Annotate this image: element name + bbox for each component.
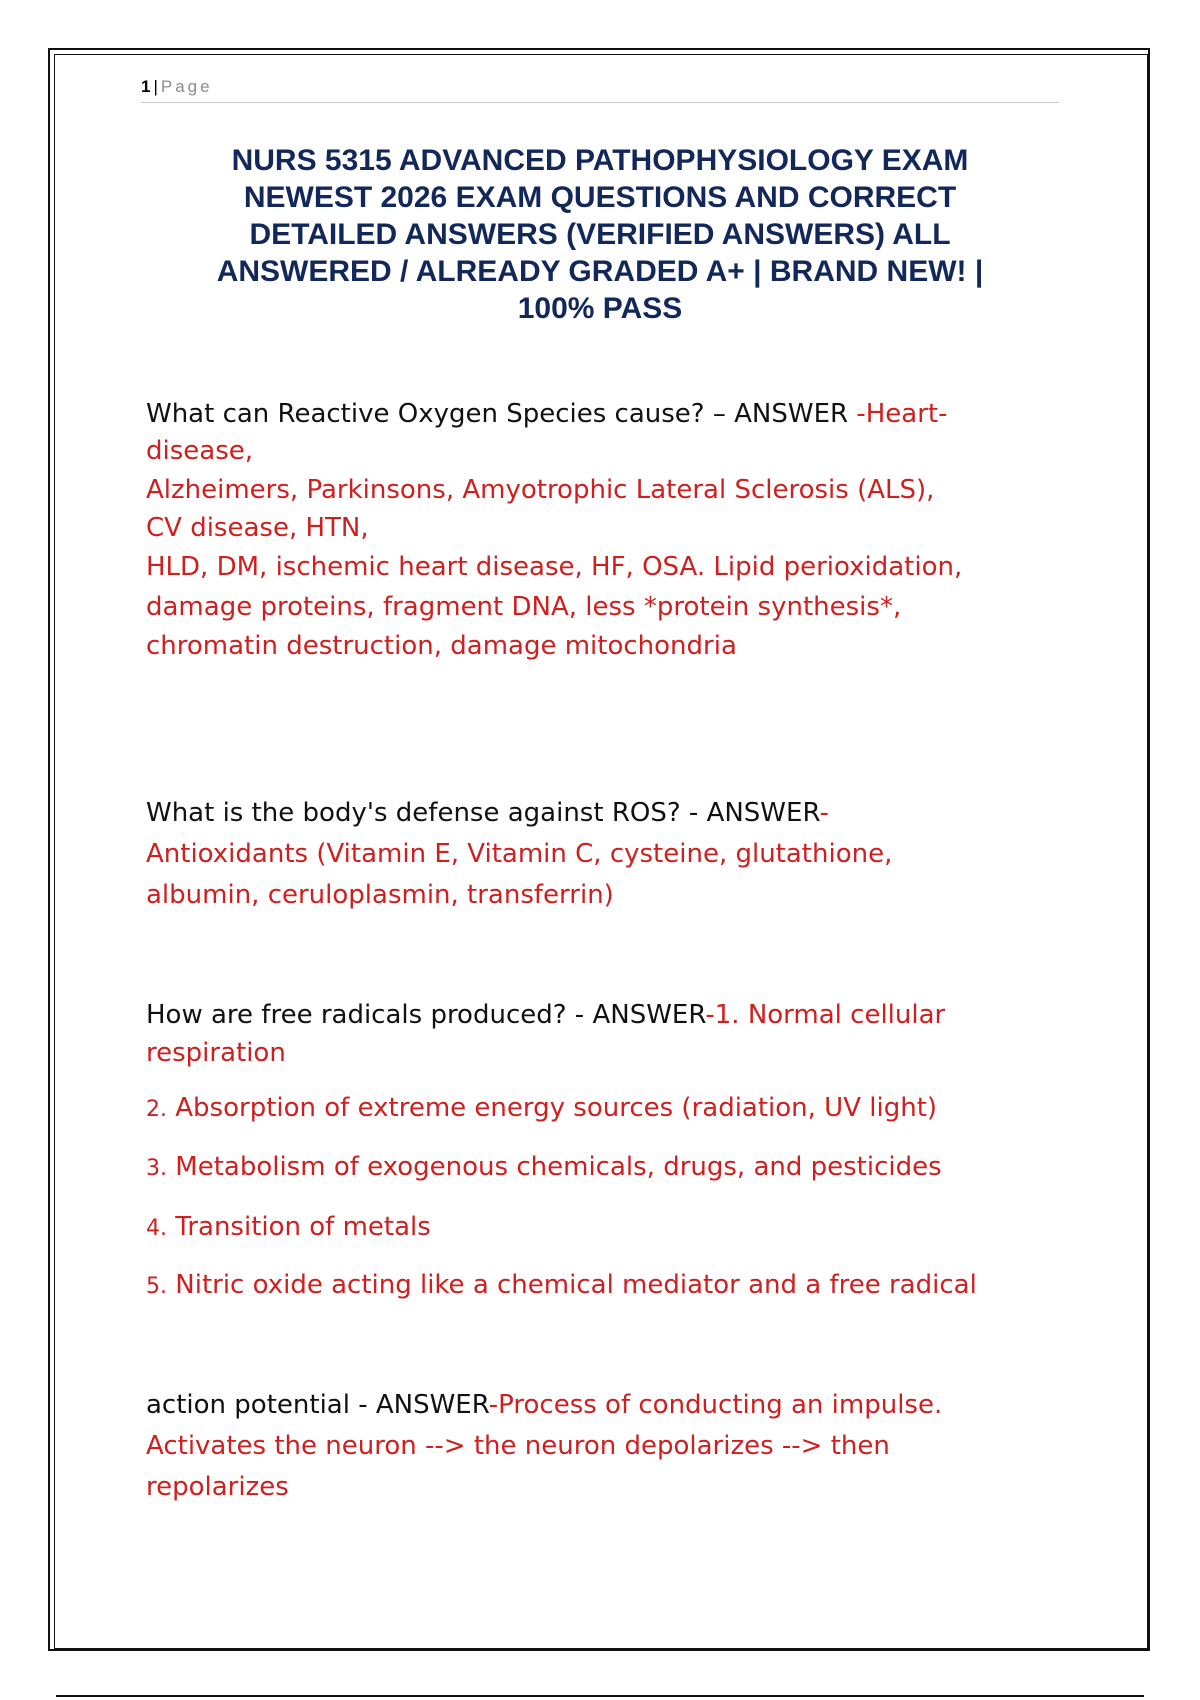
answer-line: respiration [146, 1038, 286, 1068]
answer-line: HLD, DM, ischemic heart disease, HF, OSA. Lipid perioxidation, [146, 552, 963, 582]
qa-item-ros-defense [146, 793, 1066, 916]
list-text: Nitric oxide acting like a chemical mediator and a free radical [167, 1270, 977, 1300]
list-text: Metabolism of exogenous chemicals, drugs, and pesticides [167, 1152, 942, 1182]
question-text: action potential [146, 1390, 350, 1420]
page-header [141, 76, 1059, 103]
answer-line: Activates the neuron --> the neuron depolarizes --> then [146, 1431, 890, 1461]
answer-label: - ANSWER [680, 798, 820, 828]
question-text: How are free radicals produced? [146, 1000, 567, 1030]
qa-item-action-potential [146, 1385, 1066, 1508]
answer-label: – ANSWER [704, 399, 857, 429]
answer-line: Antioxidants (Vitamin E, Vitamin C, cysteine, glutathione, [146, 839, 893, 869]
list-item [146, 1265, 1066, 1307]
answer-dash: - [705, 1000, 715, 1030]
answer-line: chromatin destruction, damage mitochondria [146, 631, 737, 661]
answer-dash: - [488, 1390, 499, 1420]
qa-item-ros-cause [146, 394, 1066, 667]
document-title [141, 142, 1059, 327]
answer-line: albumin, ceruloplasmin, transferrin) [146, 880, 614, 910]
list-number: 3. [146, 1156, 167, 1181]
qa-item-free-radicals [146, 996, 1066, 1307]
answer-dash: - [819, 798, 829, 828]
title-line: DETAILED ANSWERS (VERIFIED ANSWERS) ALL [249, 218, 951, 251]
answer-label: - ANSWER [349, 1390, 489, 1420]
list-item [146, 1147, 1066, 1189]
list-number: 2. [146, 1097, 167, 1122]
question-text: What can Reactive Oxygen Species cause? [146, 399, 705, 429]
answer-text: Heart- [865, 399, 948, 429]
title-line: 100% PASS [517, 292, 683, 325]
answer-text: Process of conducting an impulse. [498, 1390, 943, 1420]
list-text: Transition of metals [167, 1212, 431, 1242]
answer-label: - ANSWER [566, 1000, 706, 1030]
answer-line: CV disease, HTN, [146, 513, 369, 543]
answer-text: 1. Normal cellular [714, 1000, 946, 1030]
answer-line: repolarizes [146, 1472, 289, 1502]
answer-line: disease, [146, 436, 254, 466]
title-line: NURS 5315 ADVANCED PATHOPHYSIOLOGY EXAM [231, 144, 969, 177]
page-label: Page [160, 77, 213, 96]
answer-line: Alzheimers, Parkinsons, Amyotrophic Lateral Sclerosis (ALS), [146, 475, 935, 505]
answer-dash: - [856, 399, 866, 429]
answer-line: damage proteins, fragment DNA, less *protein synthesis*, [146, 592, 902, 622]
title-line: NEWEST 2026 EXAM QUESTIONS AND CORRECT [243, 181, 957, 214]
list-number: 4. [146, 1216, 167, 1241]
page-number: 1 [141, 77, 151, 96]
page-separator: | [153, 77, 158, 96]
list-text: Absorption of extreme energy sources (radiation, UV light) [167, 1093, 938, 1123]
list-item [146, 1088, 1066, 1130]
question-text: What is the body's defense against ROS? [146, 798, 681, 828]
list-item [146, 1207, 1066, 1249]
bottom-rule [56, 1695, 1144, 1697]
list-number: 5. [146, 1274, 167, 1299]
title-line: ANSWERED / ALREADY GRADED A+ | BRAND NEW! | [216, 255, 984, 288]
